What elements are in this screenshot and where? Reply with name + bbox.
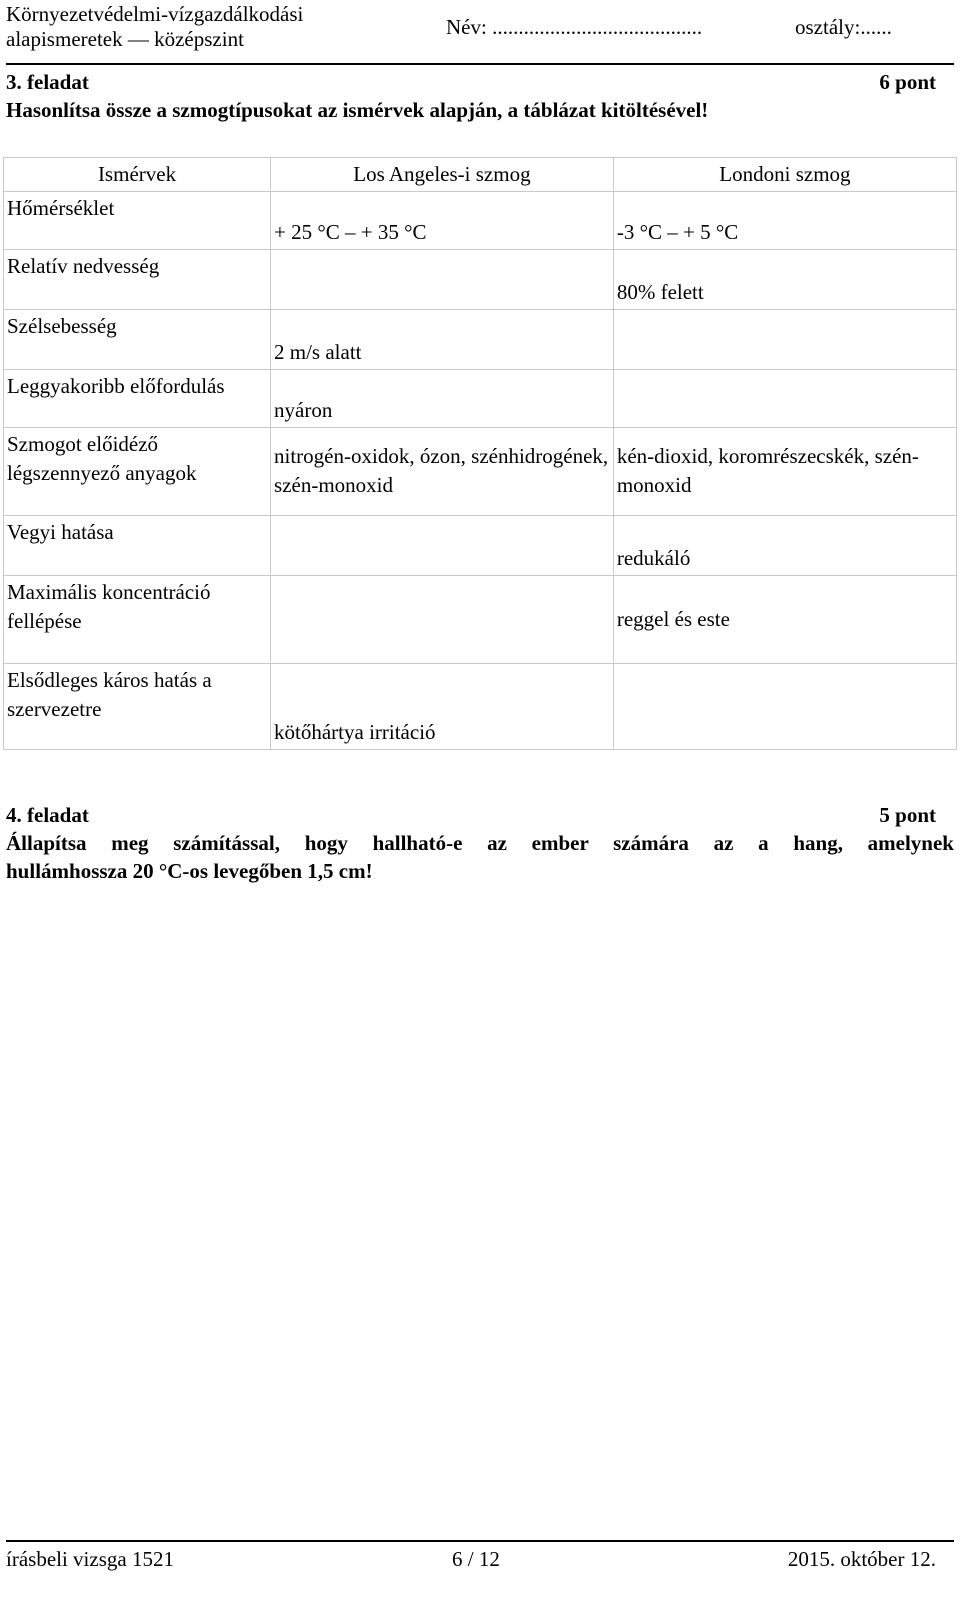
table-row — [4, 516, 957, 576]
los-angeles-cell: nitrogén-oxidok, ózon, szénhidrogének, szén-monoxid — [271, 428, 614, 516]
criteria-cell: Elsődleges káros hatás a szervezetre — [4, 664, 271, 750]
table-row — [4, 192, 957, 250]
task4-points: 5 pont — [879, 803, 936, 827]
footer-divider — [6, 1540, 954, 1542]
table-row — [4, 576, 957, 664]
table-header-row — [4, 158, 957, 192]
los-angeles-cell: kötőhártya irritáció — [271, 664, 614, 750]
header-class-field: osztály:...... — [795, 15, 892, 39]
london-cell: redukáló — [613, 516, 956, 576]
los-angeles-cell: + 25 °C – + 35 °C — [271, 192, 614, 250]
header-cell-london: Londoni szmog — [613, 158, 956, 192]
table-row — [4, 428, 957, 516]
footer-page-number: 6 / 12 — [452, 1547, 500, 1571]
los-angeles-cell: nyáron — [271, 370, 614, 428]
london-cell — [613, 370, 956, 428]
header-subject-title: Környezetvédelmi-vízgazdálkodási — [6, 2, 304, 26]
header-cell-los-angeles: Los Angeles-i szmog — [271, 158, 614, 192]
table-row — [4, 370, 957, 428]
table-row — [4, 310, 957, 370]
london-cell — [613, 664, 956, 750]
criteria-cell: Szélsebesség — [4, 310, 271, 370]
task3-label: 3. feladat — [6, 70, 89, 94]
los-angeles-cell: 2 m/s alatt — [271, 310, 614, 370]
criteria-cell: Leggyakoribb előfordulás — [4, 370, 271, 428]
header-divider — [6, 63, 954, 65]
footer-exam-code: írásbeli vizsga 1521 — [6, 1547, 174, 1571]
smog-comparison-table — [3, 157, 957, 750]
london-cell — [613, 310, 956, 370]
london-cell: reggel és este — [613, 576, 956, 664]
task4-question-line2: hullámhossza 20 °C-os levegőben 1,5 cm! — [6, 859, 373, 883]
task4-label: 4. feladat — [6, 803, 89, 827]
criteria-cell: Vegyi hatása — [4, 516, 271, 576]
header-name-field: Név: ........................................ — [446, 15, 703, 39]
criteria-cell: Szmogot előidéző légszennyező anyagok — [4, 428, 271, 516]
criteria-cell: Hőmérséklet — [4, 192, 271, 250]
task3-points: 6 pont — [879, 70, 936, 94]
los-angeles-cell — [271, 516, 614, 576]
london-cell: kén-dioxid, koromrészecskék, szén-monoxid — [613, 428, 956, 516]
london-cell: 80% felett — [613, 250, 956, 310]
task4-question-line1: Állapítsa meg számítással, hogy hallható-e az ember számára az a hang, amelynek — [6, 831, 954, 855]
criteria-cell: Relatív nedvesség — [4, 250, 271, 310]
table-row — [4, 250, 957, 310]
header-cell-criteria: Ismérvek — [4, 158, 271, 192]
header-level: alapismeretek — középszint — [6, 27, 244, 51]
task3-question: Hasonlítsa össze a szmogtípusokat az ismérvek alapján, a táblázat kitöltésével! — [6, 98, 709, 122]
table-row — [4, 664, 957, 750]
london-cell: -3 °C – + 5 °C — [613, 192, 956, 250]
criteria-cell: Maximális koncentráció fellépése — [4, 576, 271, 664]
los-angeles-cell — [271, 250, 614, 310]
los-angeles-cell — [271, 576, 614, 664]
footer-date: 2015. október 12. — [787, 1547, 936, 1571]
